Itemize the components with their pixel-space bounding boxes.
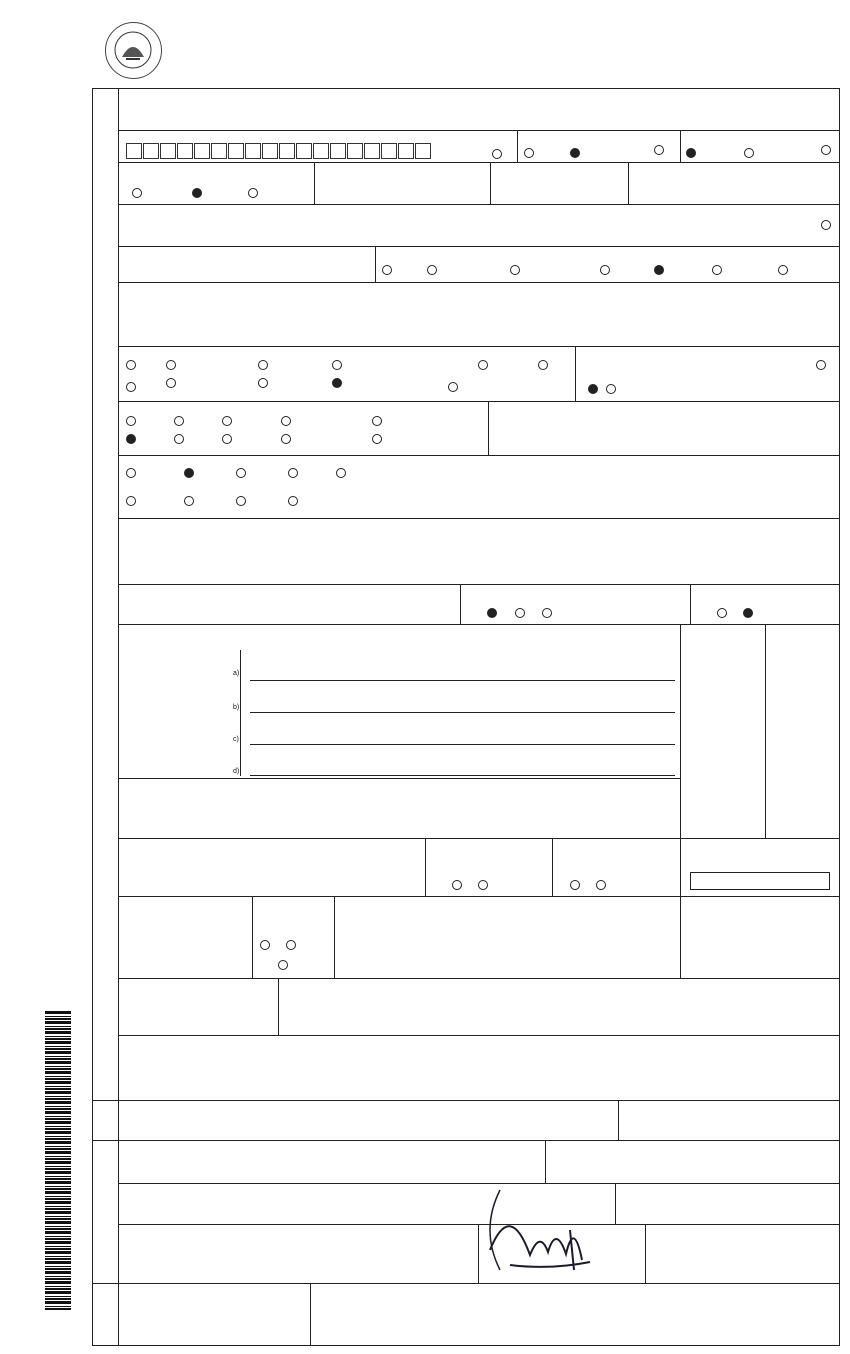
conyugal-option-circle[interactable] (382, 265, 392, 275)
afiliacion-option (124, 416, 136, 426)
curp-cell[interactable] (415, 143, 431, 159)
curp-cell[interactable] (262, 143, 278, 159)
sitio-option-circle[interactable] (236, 468, 246, 478)
sitio-option (124, 468, 164, 478)
sitio-option-circle[interactable] (184, 468, 194, 478)
label-antecedentes (124, 700, 224, 708)
conyugal-option-circle[interactable] (427, 265, 437, 275)
curp-ignora-circle[interactable] (492, 149, 502, 159)
sitio-option (124, 496, 174, 506)
sitio-option (286, 496, 326, 506)
nac-ignora-circle[interactable] (821, 145, 831, 155)
afiliacion-option-circle[interactable] (372, 434, 382, 444)
escolaridad-option (124, 360, 136, 370)
atencion-si-circle[interactable] (487, 608, 497, 618)
curp-cell[interactable] (228, 143, 244, 159)
escolaridad-option-circle[interactable] (332, 360, 342, 370)
nac-mexicana (684, 148, 696, 158)
escolaridad-option-circle[interactable] (258, 360, 268, 370)
curp-cell[interactable] (177, 143, 193, 159)
escolaridad-option (256, 378, 308, 388)
necropsia (715, 608, 753, 618)
trabajo-si-circle[interactable] (260, 940, 270, 950)
nac-ignora (795, 145, 831, 155)
afiliacion-option (370, 434, 382, 444)
escolaridad-option (476, 360, 488, 370)
afiliacion-option-circle[interactable] (222, 434, 232, 444)
cause-c-letter: c) (233, 736, 239, 743)
necropsia-no-circle[interactable] (743, 608, 753, 618)
barcode (45, 1010, 71, 1310)
lengua-no-circle[interactable] (192, 188, 202, 198)
afiliacion-option-circle[interactable] (174, 434, 184, 444)
trabajo-ignora (276, 960, 288, 970)
atencion-ignora-circle[interactable] (542, 608, 552, 618)
atencion-no-circle[interactable] (515, 608, 525, 618)
comp-b-no-circle[interactable] (596, 880, 606, 890)
sitio-option-circle[interactable] (184, 496, 194, 506)
conyugal-option-circle[interactable] (712, 265, 722, 275)
comp-a-si-circle[interactable] (452, 880, 462, 890)
trabajo-ignora-circle[interactable] (278, 960, 288, 970)
afiliacion-option (172, 416, 184, 426)
nac-otra (742, 148, 754, 158)
edad-ignora (795, 220, 831, 230)
afiliacion-option (279, 416, 291, 426)
conyugal-option-circle[interactable] (510, 265, 520, 275)
trabajaba-no-circle[interactable] (606, 384, 616, 394)
sitio-option-circle[interactable] (288, 468, 298, 478)
curp-cell[interactable] (296, 143, 312, 159)
conyugal-option (710, 265, 722, 275)
lengua-no (190, 188, 202, 198)
escolaridad-option (256, 360, 308, 370)
afiliacion-option-circle[interactable] (281, 434, 291, 444)
afiliacion-option (124, 434, 136, 444)
ocupacion-ignora-circle[interactable] (816, 360, 826, 370)
comp-b-si-circle[interactable] (570, 880, 580, 890)
sexo-ignora (628, 145, 664, 155)
sexo-mujer-circle[interactable] (570, 148, 580, 158)
curp-cells[interactable] (126, 143, 432, 159)
conyugal-option (425, 265, 437, 275)
escolaridad-option (164, 360, 216, 370)
sitio-option-circle[interactable] (126, 496, 136, 506)
curp-cell[interactable] (398, 143, 414, 159)
conyugal-option (652, 265, 664, 275)
lengua-ignora-circle[interactable] (248, 188, 258, 198)
comp-a-no-circle[interactable] (478, 880, 488, 890)
escolaridad-option-circle[interactable] (126, 382, 136, 392)
afiliacion-option-circle[interactable] (222, 416, 232, 426)
sexo-mujer (568, 148, 580, 158)
complicaciones-b (568, 880, 606, 890)
afiliacion-option-circle[interactable] (126, 416, 136, 426)
necropsia-si-circle[interactable] (717, 608, 727, 618)
cause-d-letter: d) (233, 768, 240, 775)
cause-b-letter: b) (233, 704, 240, 711)
presunto-options (124, 938, 254, 974)
sitio-option (234, 496, 246, 506)
afiliacion-option-circle[interactable] (174, 416, 184, 426)
nac-otra-circle[interactable] (744, 148, 754, 158)
trabajaba-si-circle[interactable] (588, 384, 598, 394)
curp-cell[interactable] (364, 143, 380, 159)
curp-cell[interactable] (143, 143, 159, 159)
afiliacion-option-circle[interactable] (372, 416, 382, 426)
nac-mexicana-circle[interactable] (686, 148, 696, 158)
curp-cell[interactable] (330, 143, 346, 159)
embarazo-options (124, 860, 424, 894)
sitio-option (234, 468, 246, 478)
escolaridad-option (330, 378, 418, 388)
signature (470, 1170, 610, 1280)
curp-cell[interactable] (211, 143, 227, 159)
atencion (485, 608, 552, 618)
escolaridad-option-circle[interactable] (538, 360, 548, 370)
conyugal-option-circle[interactable] (778, 265, 788, 275)
sitio-option (286, 468, 298, 478)
cause-a-letter: a) (233, 670, 240, 677)
sitio-options (124, 468, 454, 514)
edad-ignora-circle[interactable] (821, 220, 831, 230)
curp-cell[interactable] (160, 143, 176, 159)
conyugal-option (508, 265, 520, 275)
curp-cell[interactable] (313, 143, 329, 159)
sitio-option (334, 468, 374, 478)
escolaridad-options (124, 360, 574, 400)
escolaridad-option-circle[interactable] (478, 360, 488, 370)
curp-cell[interactable] (347, 143, 363, 159)
escolaridad-option-circle[interactable] (258, 378, 268, 388)
afiliacion-option-circle[interactable] (281, 416, 291, 426)
curp-cell[interactable] (279, 143, 295, 159)
conyugal-option (598, 265, 610, 275)
escolaridad-option-circle[interactable] (448, 382, 458, 392)
conyugal-option (380, 265, 392, 275)
sitio-option-circle[interactable] (336, 468, 346, 478)
afiliacion-option (220, 434, 232, 444)
complicaciones-a (450, 880, 488, 890)
ocupacion-ignora (790, 360, 826, 370)
lengua-si-circle[interactable] (132, 188, 142, 198)
sexo-ignora-circle[interactable] (654, 145, 664, 155)
sitio-option-circle[interactable] (126, 468, 136, 478)
eagle-icon (106, 23, 161, 78)
afiliacion-option (172, 434, 184, 444)
trabajaba (580, 384, 616, 394)
escolaridad-option (124, 382, 136, 392)
sitio-option-circle[interactable] (288, 496, 298, 506)
curp-cell[interactable] (245, 143, 261, 159)
escolaridad-option (330, 360, 418, 370)
sitio-lesion-options (342, 912, 752, 976)
sitio-right (730, 468, 835, 514)
conyugal-option-circle[interactable] (600, 265, 610, 275)
conyugal-option (776, 265, 788, 275)
sitio-option (182, 496, 194, 506)
curp-cell[interactable] (381, 143, 397, 159)
escolaridad-option-circle[interactable] (332, 378, 342, 388)
lengua-si (130, 188, 142, 198)
conyugal-option-circle[interactable] (654, 265, 664, 275)
escolaridad-option (164, 378, 216, 388)
escolaridad-option (446, 382, 458, 392)
curp-cell[interactable] (194, 143, 210, 159)
escolaridad-option-circle[interactable] (166, 360, 176, 370)
curp-cell[interactable] (126, 143, 142, 159)
afiliacion-options (124, 416, 484, 452)
afiliacion-option-circle[interactable] (126, 434, 136, 444)
trabajo-options (258, 940, 296, 950)
trabajo-no-circle[interactable] (286, 940, 296, 950)
sitio-option-circle[interactable] (236, 496, 246, 506)
escolaridad-option-circle[interactable] (126, 360, 136, 370)
mexico-seal (105, 22, 162, 79)
sitio-option (182, 468, 194, 478)
afiliacion-option (220, 416, 232, 426)
escolaridad-option-circle[interactable] (166, 378, 176, 388)
afiliacion-option (279, 434, 291, 444)
sexo-hombre (522, 148, 534, 158)
cie-basic-box[interactable] (690, 872, 830, 890)
sexo-hombre-circle[interactable] (524, 148, 534, 158)
escolaridad-option (536, 360, 548, 370)
afiliacion-option (370, 416, 382, 426)
lengua-ignora (246, 188, 258, 198)
